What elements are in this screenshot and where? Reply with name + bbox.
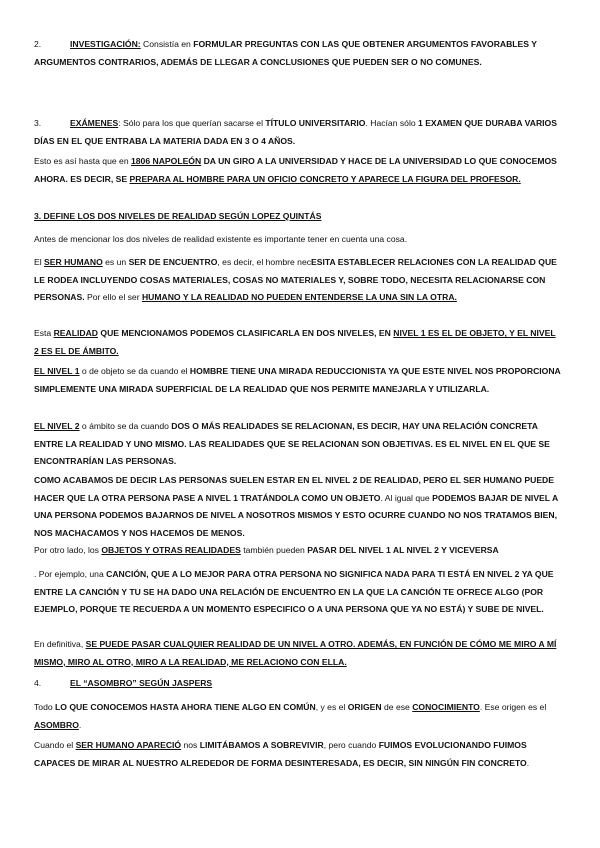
paragraph-en-definitiva: En definitiva, SE PUEDE PASAR CUALQUIER REALIDAD DE UN NIVEL A OTRO. ADEMÁS, EN FUNCIÓN DE CÓMO ME MIRO A MÍ MISMO, MIRO AL OTRO, MIRO A LA REALIDAD, ME RELACIONO CON ELLA. [34,639,557,667]
paragraph-realidad: Esta REALIDAD QUE MENCIONAMOS PODEMOS CLASIFICARLA EN DOS NIVELES, EN NIVEL 1 ES EL DE OBJETO, Y EL NIVEL 2 ES EL DE ÁMBITO. [34,328,556,356]
item-number: 2. [34,39,42,49]
paragraph-ser-humano: El SER HUMANO es un SER DE ENCUENTRO, es decir, el hombre necESITA ESTABLECER RELACIONES CON LA REALIDAD QUE LE RODEA INCLUYENDO COSAS MATERIALES, COSAS NO MATERIALES Y, SOBRE TODO, NECESITA RELACIONARSE CON PERSONAS. Por ello el ser HUMANO Y LA REALIDAD NO PUEDEN ENTENDERSE LA UNA SIN LA OTRA. [34,257,557,303]
item-heading: EXÁMENES [70,118,119,128]
item-number: 3. [34,118,42,128]
paragraph-como-acabamos: COMO ACABAMOS DE DECIR LAS PERSONAS SUELEN ESTAR EN EL NIVEL 2 DE REALIDAD, PERO EL SER HUMANO PUEDE HACER QUE LA OTRA PERSONA PASE A NIVEL 1 TRATÁNDOLA COMO UN OBJETO. Al igual que PODEMOS BAJAR DE NIVEL A UNA PERSONA PODEMOS BAJARNOS DE NIVEL A NOSOTROS MISMOS Y ESTO OCURRE CUANDO NO NOS TRATAMOS BIEN, NOS MACHACAMOS Y NOS HACEMOS DE MENOS. [34,475,558,538]
item-number: 4. [34,678,42,688]
paragraph-por-otro-lado: Por otro lado, los OBJETOS Y OTRAS REALIDADES también pueden PASAR DEL NIVEL 1 AL NIVEL 2 Y VICEVERSA [34,545,499,555]
paragraph-cuando-el-ser-humano: Cuando el SER HUMANO APARECIÓ nos LIMITÁBAMOS A SOBREVIVIR, pero cuando FUIMOS EVOLUCIONANDO FUIMOS CAPACES DE MIRAR AL NUESTRO ALREDEDOR DE FORMA DESINTERESADA, ES DECIR, SIN NINGÚN FIN CONCRETO. [34,740,530,768]
item-heading: EL “ASOMBRO” SEGÚN JASPERS [70,678,213,688]
paragraph-nivel-1: EL NIVEL 1 o de objeto se da cuando el HOMBRE TIENE UNA MIRADA REDUCCIONISTA YA QUE ESTE NIVEL NOS PROPORCIONA SIMPLEMENTE UNA MIRADA SUPERFICIAL DE LA REALIDAD QUE NOS PERMITE MANEJARLA Y UTILIZARLA. [34,366,561,394]
item-3-examenes: 3. EXÁMENES: Sólo para los que querían sacarse el TÍTULO UNIVERSITARIO. Hacían sólo 1 EXAMEN QUE DURABA VARIOS DÍAS EN EL QUE ENTRABA LA MATERIA DADA EN 3 O 4 AÑOS. [34,115,562,150]
paragraph-nivel-2: EL NIVEL 2 o ámbito se da cuando DOS O MÁS REALIDADES SE RELACIONAN, ES DECIR, HAY UNA RELACIÓN CONCRETA ENTRE LA REALIDAD Y UNO MISMO. LAS REALIDADES QUE SE RELACIONAN SON OBJETIVAS. ES EL NIVEL EN EL QUE SE ENCONTRARÍAN LAS PERSONAS. [34,421,550,467]
section-3-heading: 3. DEFINE LOS DOS NIVELES DE REALIDAD SEGÚN LOPEZ QUINTÁS [34,211,322,221]
item-4-asombro [34,675,562,693]
paragraph-todo-lo-que-conocemos: Todo LO QUE CONOCEMOS HASTA AHORA TIENE ALGO EN COMÚN, y es el ORIGEN de ese CONOCIMIENTO. Ese origen es el ASOMBRO. [34,702,547,730]
paragraph-intro: Antes de mencionar los dos niveles de realidad existente es importante tener en cuenta una cosa. [34,234,408,244]
paragraph-ejemplo-cancion: . Por ejemplo, una CANCIÓN, QUE A LO MEJOR PARA OTRA PERSONA NO SIGNIFICA NADA PARA TI ESTÁ EN NIVEL 2 YA QUE ENTRE LA CANCIÓN Y TU SE HA DADO UNA RELACIÓN DE ENCUENTRO EN LA QUE LA CANCIÓN TE OFRECE ALGO (POR EJEMPLO, PORQUE TE RECUERDA A UN MOMENTO ESPECIFICO O A UNA PERSONA QUE YA NO ESTÁ) Y SUBE DE NIVEL. [34,569,554,615]
item-heading: INVESTIGACIÓN: [70,39,141,49]
item-2-investigacion: 2. INVESTIGACIÓN: Consistía en FORMULAR PREGUNTAS CON LAS QUE OBTENER ARGUMENTOS FAVORABLES Y ARGUMENTOS CONTRARIOS, ADEMÁS DE LLEGAR A CONCLUSIONES QUE PUEDEN SER O NO COMUNES. [34,36,562,71]
paragraph-napoleon: Esto es así hasta que en 1806 NAPOLEÓN DA UN GIRO A LA UNIVERSIDAD Y HACE DE LA UNIVERSIDAD LO QUE CONOCEMOS AHORA. ES DECIR, SE PREPARA AL HOMBRE PARA UN OFICIO CONCRETO Y APARECE LA FIGURA DEL PROFESOR. [34,156,557,184]
